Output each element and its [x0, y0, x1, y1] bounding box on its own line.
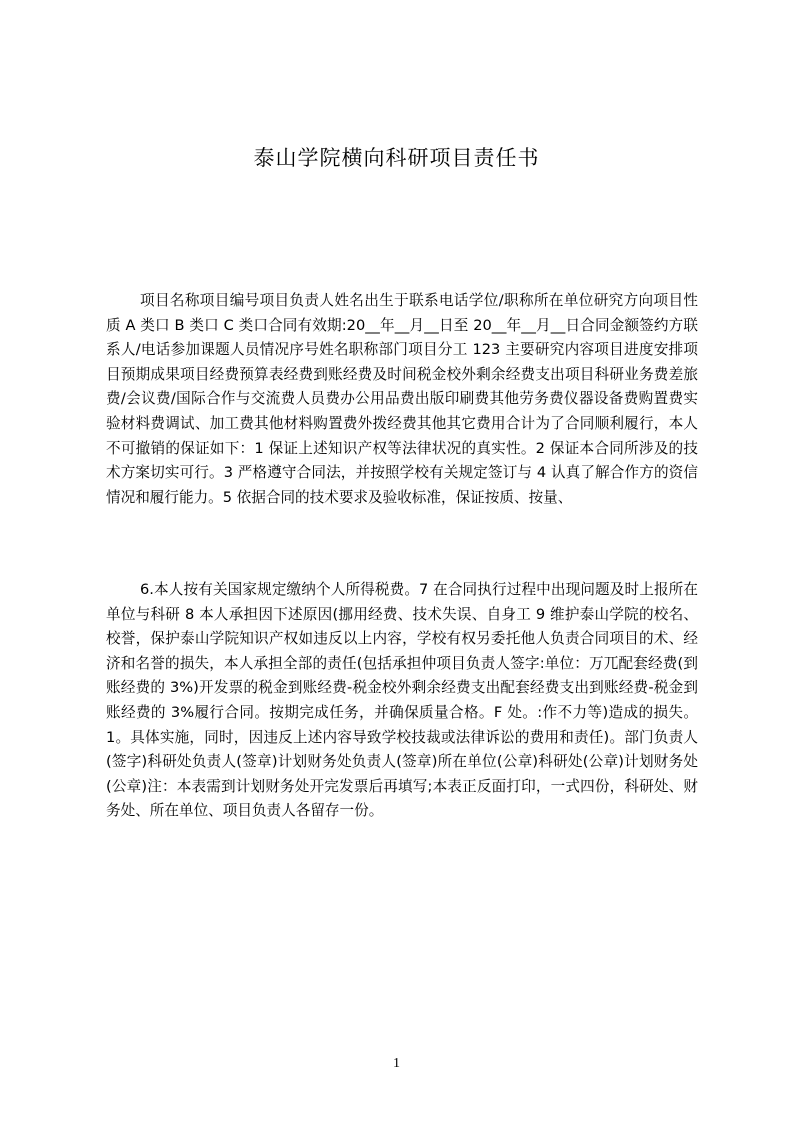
paragraph-project-info: 项目名称项目编号项目负责人姓名出生于联系电话学位/职称所在单位研究方向项目性质 A 类口 B 类口 C 类口合同有效期:20__年__月__日至 20__年__月__日合同金额签约方联系人/电话参加课题人员情况序号姓名职称部门项目分工 123 主要研究内容项目进度安排项目预期成果项目经费预算表经费到账经费及时间税金校外剩余经费支出项目科研业务费差旅费/会议费/国际合作与交流费人员费办公用品费出版印刷费其他劳务费仪器设备费购置费实验材料费调试、加工费其他材料购置费外拨经费其他其它费用合计为了合同顺利履行，本人不可撤销的保证如下：1 保证上述知识产权等法律状况的真实性。2 保证本合同所涉及的技术方案切实可行。3 严格遵守合同法，并按照学校有关规定签订与 4 认真了解合作方的资信情况和履行能力。5 依据合同的技术要求及验收标准，保证按质、按量、	[106, 292, 698, 506]
paragraph-commitments: 6.本人按有关国家规定缴纳个人所得税费。7 在合同执行过程中出现问题及时上报所在单位与科研 8 本人承担因下述原因(挪用经费、技术失误、自身工 9 维护泰山学院的校名、校誉，保护泰山学院知识产权如违反以上内容，学校有权另委托他人负责合同项目的术、经济和名誉的损失，本人承担全部的责任(包括承担仲项目负责人签字:单位：万兀配套经费(到账经费的 3%)开发票的税金到账经费-税金校外剩余经费支出配套经费支出到账经费-税金到账经费的 3%履行合同。按期完成任务，并确保质量合格。F 处。:作不力等)造成的损失。 1。具体实施，同时，因违反上述内容导致学校技裁或法律诉讼的费用和责任)。部门负责人(签字)科研处负责人(签章)计划财务处负责人(签章)所在单位(公章)科研处(公章)计划财务处(公章)注：本表需到计划财务处开完发票后再填写;本表正反面打印，一式四份，科研处、财务处、所在单位、项目负责人各留存一份。	[106, 581, 698, 820]
document-title: 泰山学院横向科研项目责任书	[253, 146, 540, 170]
page-number: 1	[393, 1056, 400, 1071]
